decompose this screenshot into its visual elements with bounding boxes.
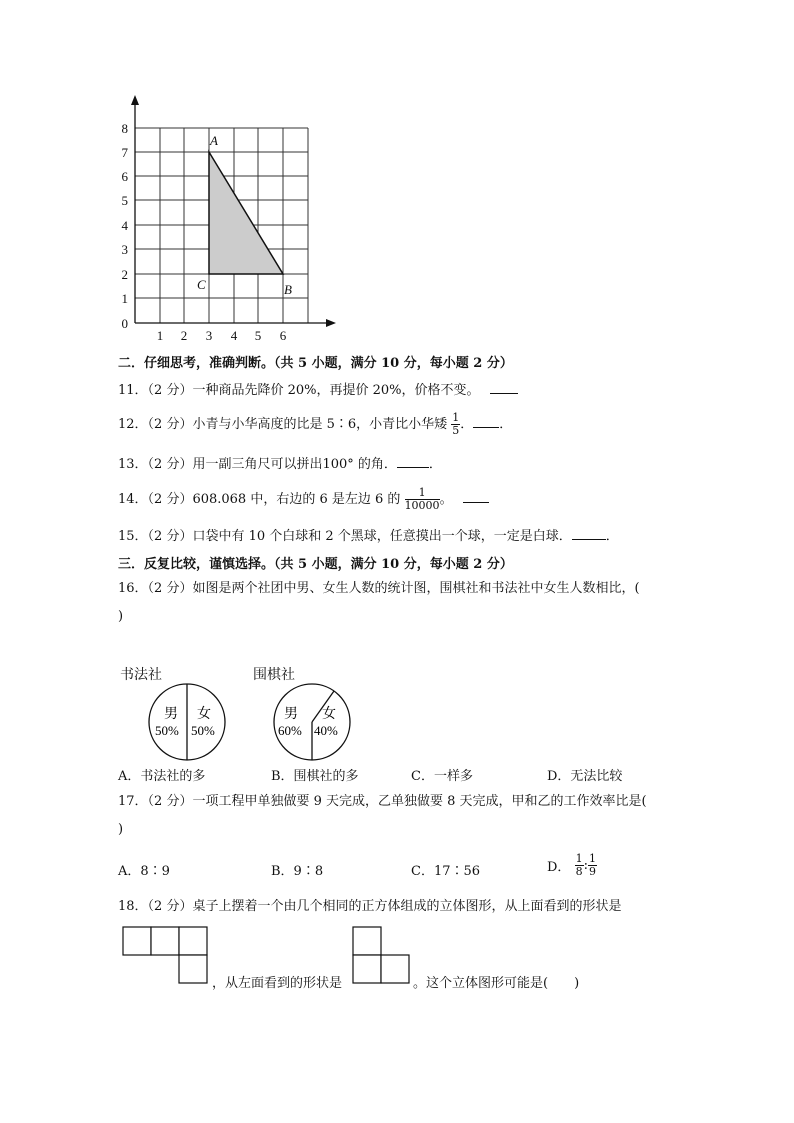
fraction-numerator: 1: [405, 487, 440, 500]
pie1-female-pct: 50%: [191, 723, 215, 738]
y-tick: 1: [121, 291, 128, 306]
pie1-male-pct: 50%: [155, 723, 179, 738]
section2-title: 二．仔细思考，准确判断。（共 5 小题，满分 10 分，每小题 2 分）: [118, 356, 513, 371]
pie1-female-label: 女: [197, 707, 211, 722]
x-tick: 5: [254, 328, 262, 343]
triangle-abc: [209, 152, 283, 274]
ratio-separator: :: [583, 858, 588, 873]
x-tick: 4: [230, 328, 238, 343]
q17-option-d-label: D．: [547, 860, 571, 875]
question-11: [118, 379, 518, 400]
y-tick: 6: [121, 169, 128, 184]
q16-option-d[interactable]: D．无法比较: [547, 769, 623, 784]
fraction-denominator: 5: [452, 424, 460, 437]
pie2-female-label: 女: [322, 707, 336, 722]
y-tick: 2: [121, 267, 128, 282]
q17-option-c[interactable]: C．17∶56: [411, 864, 481, 879]
q16-option-b[interactable]: B．围棋社的多: [271, 769, 359, 784]
vertex-label-c: C: [197, 277, 206, 292]
answer-blank-13[interactable]: [397, 453, 429, 468]
fraction-denominator: 9: [588, 865, 596, 878]
question-13: 13．（2 分）用一副三角尺可以拼出100° 的角． ．: [118, 453, 442, 474]
question-12-text: 12．（2 分）小青与小华高度的比是 5∶6，小青比小华矮: [118, 417, 448, 432]
x-tick: 6: [279, 328, 287, 343]
q16-option-c[interactable]: C．一样多: [411, 769, 473, 784]
question-16-line1: 16．（2 分）如图是两个社团中男、女生人数的统计图，围棋社和书法社中女生人数相比，(: [118, 581, 640, 596]
vertex-label-b: B: [284, 282, 292, 297]
pie2-title: 围棋社: [253, 667, 295, 683]
question-18-end: 。这个立体图形可能是( ): [413, 976, 580, 991]
q17-option-d[interactable]: [547, 853, 597, 878]
fraction-denominator: 8: [575, 865, 583, 878]
y-tick: 7: [121, 145, 128, 160]
fraction-one-ten-thousandth: [405, 487, 440, 512]
y-tick: 4: [121, 218, 128, 233]
question-12: 12．（2 分）小青与小华高度的比是 5∶6，小青比小华矮 $\frac{1}{5}$ ． ．: [118, 411, 513, 437]
q17-option-a[interactable]: A．8∶9: [118, 864, 170, 879]
section3-title: 三．反复比较，谨慎选择。（共 5 小题，满分 10 分，每小题 2 分）: [118, 557, 513, 572]
question-14: 14．（2 分）608.068 中，右边的 6 是左边 6 的 $\frac{1}{10000}$ 。: [118, 487, 489, 512]
x-tick: 2: [180, 328, 188, 343]
question-16-line2: ): [118, 609, 124, 624]
answer-blank-15[interactable]: [572, 525, 606, 540]
y-tick: 3: [121, 242, 128, 257]
top-view-figure: [122, 926, 212, 986]
pie-chart-go: [270, 680, 354, 764]
question-14-text: 14．（2 分）608.068 中，右边的 6 是左边 6 的: [118, 492, 401, 507]
pie1-title: 书法社: [120, 667, 162, 683]
answer-blank-14[interactable]: [463, 488, 489, 503]
question-11-text: 11．（2 分）一种商品先降价 20%，再提价 20%，价格不变。: [118, 383, 480, 398]
fraction-one-eighth: [575, 853, 584, 878]
question-17-line2: ): [118, 822, 124, 837]
question-18-mid: ，从左面看到的形状是: [212, 976, 343, 991]
q16-option-a[interactable]: A．书法社的多: [118, 769, 206, 784]
question-17-line1: 17．（2 分）一项工程甲单独做要 9 天完成，乙单独做要 8 天完成，甲和乙的工作效率比是(: [118, 794, 647, 809]
fraction-numerator: 1: [575, 852, 583, 865]
question-15-text: 15．（2 分）口袋中有 10 个白球和 2 个黑球，任意摸出一个球，一定是白球．: [118, 529, 572, 544]
x-axis-arrow: [326, 319, 336, 327]
pie2-female-pct: 40%: [314, 723, 338, 738]
left-view-figure: [352, 926, 414, 986]
y-tick: 8: [121, 121, 128, 136]
y-axis-arrow: [131, 95, 139, 105]
pie1-male-label: 男: [164, 707, 178, 722]
fraction-denominator: 10000: [404, 499, 440, 512]
fraction-numerator: 1: [588, 852, 596, 865]
coordinate-graph: [110, 90, 350, 345]
answer-blank-12[interactable]: [473, 413, 499, 428]
vertex-label-a: A: [210, 133, 218, 148]
fraction-one-ninth: [588, 853, 597, 878]
pie2-male-label: 男: [284, 707, 298, 722]
question-18-line1: 18．（2 分）桌子上摆着一个由几个相同的正方体组成的立体图形，从上面看到的形状是: [118, 899, 622, 914]
y-tick: 0: [121, 316, 128, 331]
question-13-text: 13．（2 分）用一副三角尺可以拼出100° 的角．: [118, 457, 397, 472]
question-15: 15．（2 分）口袋中有 10 个白球和 2 个黑球，任意摸出一个球，一定是白球． ．: [118, 525, 619, 546]
pie2-male-pct: 60%: [278, 723, 302, 738]
q17-option-b[interactable]: B．9∶8: [271, 864, 324, 879]
answer-blank-11[interactable]: [490, 379, 518, 394]
y-tick: 5: [121, 193, 128, 208]
x-tick: 3: [205, 328, 213, 343]
x-tick: 1: [156, 328, 164, 343]
fraction-one-fifth: [451, 412, 460, 437]
fraction-numerator: 1: [452, 411, 460, 424]
pie-chart-calligraphy: [145, 680, 229, 764]
